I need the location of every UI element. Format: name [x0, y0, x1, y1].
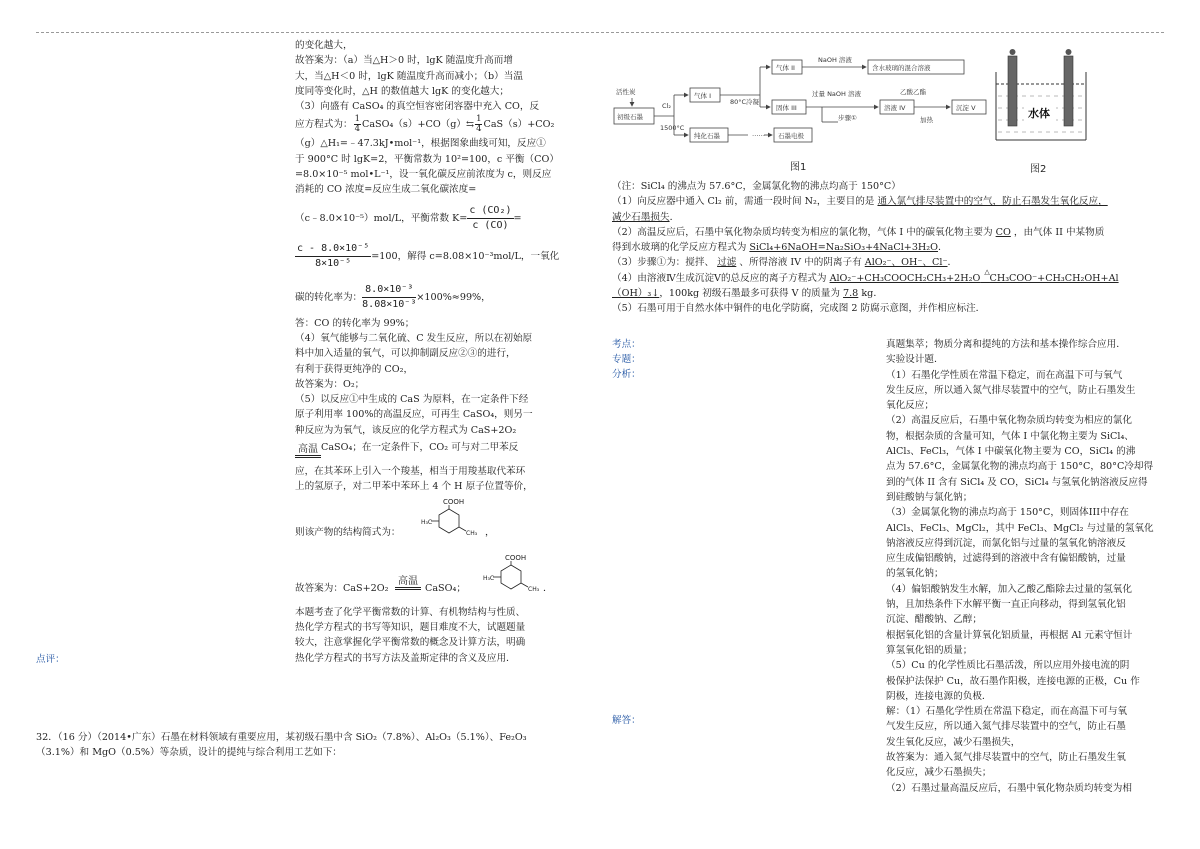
box-gas-2: 气体 II — [776, 64, 795, 72]
text-line: 料中加入适量的氧气，可以抑制副反应②③的进行， — [295, 348, 516, 360]
question-32 — [36, 730, 527, 761]
equilibrium-constant-line: （c﹣8.0×10⁻⁵）mol/L，平衡常数 K= $\frac{\text{c (CO₂)}}{c (CO)}$ = — [295, 204, 522, 231]
text-line: 于 900°C 时 lgK=2，平衡常数为 10²=100，c 平衡（CO） — [295, 153, 559, 165]
svg-text:CH₃: CH₃ — [528, 585, 540, 593]
box-solid-3: 固体 III — [776, 104, 797, 112]
label-heat: 加热 — [920, 116, 933, 124]
label-ethyl-acetate: 乙酸乙酯 — [900, 88, 926, 96]
text-line: 故答案为：通入氮气排尽装置中的空气，防止石墨发生氧 — [886, 752, 1126, 764]
text-line: 热化学方程式的书写方法及盖斯定律的含义及应用． — [295, 652, 516, 664]
text-line: （3）金属氯化物的沸点均高于 150°C，则固体III中存在 — [886, 507, 1129, 519]
text-line: （5）石墨可用于自然水体中铜件的电化学防腐，完成图 2 防腐示意图，并作相应标注． — [612, 303, 986, 315]
svg-text:H₃C: H₃C — [421, 518, 433, 526]
text-line: 钠溶液反应得到沉淀，而氯化铝与过量的氢氧化钠溶液反 — [886, 537, 1126, 549]
terminal-left-icon — [1010, 49, 1016, 55]
box-graphite-electrode: 石墨电极 — [778, 132, 804, 140]
equation-line: $\frac{\text{c - 8.0×10⁻⁵}}{\text{8×10⁻⁵}}$ =100，解得 c=8.08×10⁻³mol/L，一氧化 — [297, 242, 560, 269]
svg-text:H₃C: H₃C — [483, 574, 495, 582]
text-line: 算氢氧化铝的质量； — [886, 644, 973, 656]
analysis-label: 分析： — [612, 369, 641, 380]
text-line: （1）向反应器中通入 Cl₂ 前，需通一段时间 N₂，主要目的是 通入氯气排尽装置中的空气，防止石墨发生氧化反应， — [612, 196, 1108, 208]
text-line: 的变化越大， — [295, 40, 353, 51]
text-line: （4）氧气能够与二氧化硫、C 发生反应，所以在初始原 — [295, 332, 533, 344]
text-line: 氧化反应； — [886, 400, 934, 412]
label-activated-carbon: 活性炭 — [616, 88, 636, 96]
terminal-right-icon — [1066, 49, 1072, 55]
comment-label: 点评： — [36, 654, 65, 665]
label-cl2: Cl₂ — [662, 102, 671, 110]
text-line: （4）偏铝酸钠发生水解，加入乙酸乙酯除去过量的氢氧化 — [886, 583, 1132, 595]
text-line: =8.0×10⁻⁵ mol•L⁻¹，设一氧化碳反应前浓度为 c，则反应 — [295, 169, 552, 181]
text-line: 化反应，减少石墨损失； — [886, 767, 992, 779]
text-line: 发生氧化反应，减少石墨损失， — [886, 736, 1021, 748]
label-80c-condense: 80°C冷凝 — [730, 98, 760, 106]
top-dashed-rule — [36, 32, 1164, 33]
text-line: 极保护法保护 Cu，故石墨作阳极，连接电源的正极，Cu 作 — [886, 675, 1140, 687]
text-line: （g）△H₁=﹣47.3kJ•mol⁻¹，根据图象曲线可知，反应① — [295, 138, 546, 150]
text-line: 钠，且加热条件下水解平衡一直正向移动，得到氢氧化铝 — [886, 599, 1126, 611]
toluic-acid-structure-icon — [465, 551, 545, 599]
text-line: 上的氢原子，对二甲苯中苯环上 4 个 H 原子位置等价， — [295, 481, 533, 493]
figure-2-caption: 图2 — [1030, 164, 1047, 175]
structure-line-1: 则该产物的结构简式为： COOH H₃C CH₃ ， — [295, 495, 565, 545]
text-line: 阴极，连接电源的负极． — [886, 690, 992, 702]
toluic-acid-structure-icon — [403, 495, 483, 543]
text-line: 实验设计题． — [886, 354, 944, 366]
text-line: 种反应为为氧气，该反应的化学方程式为 CaS+2O₂ — [295, 424, 517, 436]
topic-label: 专题： — [612, 354, 641, 365]
text-line: 答：CO 的转化率为 99%； — [295, 317, 415, 329]
text-line: 本题考查了化学平衡常数的计算、有机物结构与性质、 — [295, 606, 526, 618]
text-line: 减少石墨损失． — [612, 211, 680, 223]
answer-label: 解答： — [612, 715, 641, 726]
text-line: 解：（1）石墨化学性质在常温下稳定，而在高温下可与氧 — [886, 706, 1128, 718]
label-naoh: NaOH 溶液 — [818, 56, 852, 64]
left-column — [295, 38, 565, 666]
conversion-fraction: $\frac{\text{8.0×10⁻³}}{\text{8.08×10⁻³}}$ — [362, 283, 417, 310]
figure-1-flowchart — [612, 50, 1002, 175]
label-1500c: 1500°C — [660, 124, 685, 132]
text-line: 应生成偏铝酸钠，过滤得到的溶液中含有偏铝酸钠，过量 — [886, 553, 1126, 565]
text-line: （1）石墨化学性质在常温下稳定，而在高温下可与氧气 — [886, 369, 1123, 381]
box-solution-4: 溶液 IV — [884, 104, 906, 112]
box-water-glass: 含水玻璃的混合溶液 — [872, 64, 931, 72]
text-line: 32．（16 分）（2014•广东）石墨在材料领域有重要应用，某初级石墨中含 SiO₂（7.8%）、Al₂O₃（5.1%）、Fe₂O₃ — [36, 732, 527, 743]
text-line: 到硅酸钠与氯化钠； — [886, 491, 973, 503]
key-point-label: 考点： — [612, 339, 641, 350]
fraction: $\frac{1}{4}$ — [354, 114, 360, 135]
text-line: AlCl₃、FeCl₃、MgCl₂，其中 FeCl₃、MgCl₂ 与过量的氢氧化 — [886, 522, 1154, 534]
right-questions — [612, 179, 1172, 317]
box-gas-1: 气体 I — [694, 92, 711, 100]
text-line: 根据氧化铝的含量计算氧化铝质量，再根据 Al 元素守恒计 — [886, 629, 1133, 641]
text-line: 度同等变化时，△H 的数值越大 lgK 的变化越大； — [295, 85, 509, 97]
svg-text:CH₃: CH₃ — [466, 529, 478, 537]
text-line: 大，当△H＜0 时，lgK 随温度升高而减小；（b）当温 — [295, 70, 523, 82]
reaction-condition: 高温 — [395, 577, 421, 590]
text-line: 热化学方程式的书写等知识，题目难度不大，试题题量 — [295, 621, 526, 633]
text-line: 气发生反应，所以通入氮气排尽装置中的空气，防止石墨 — [886, 721, 1126, 733]
text-line: （2）高温反应后，石墨中氧化物杂质均转变为相应的氯化物，气体 I 中的碳氧化物主要为 CO ，由气体 II 中某物质 — [612, 226, 1105, 238]
equation-line: 高温 CaSO₄；在一定条件下，CO₂ 可与对二甲苯反 — [295, 438, 565, 458]
box-crude-graphite: 初级石墨 — [617, 113, 643, 121]
text-line: （3）步骤①为：搅拌、 过滤 、所得溶液 IV 中的阴离子有 AlO₂⁻、OH⁻、Cl⁻． — [612, 257, 958, 269]
text-line: （2）石墨过量高温反应后，石墨中氧化物杂质均转变为相 — [886, 782, 1132, 794]
analysis-column — [886, 337, 1166, 796]
label-excess-naoh: 过量 NaOH 溶液 — [812, 90, 861, 98]
text-line: 真题集萃；物质分离和提纯的方法和基本操作综合应用． — [886, 339, 1126, 350]
conversion-line: 碳的转化率为： $\frac{\text{8.0×10⁻³}}{\text{8.08×10⁻³}}$ ×100%≈99%， — [295, 283, 491, 310]
reaction-condition: 高温 — [295, 445, 321, 458]
figure-1-caption: 图1 — [790, 162, 807, 173]
text-line: 有利于获得更纯净的 CO₂， — [295, 363, 414, 375]
text-line: 沉淀、醋酸钠、乙醇； — [886, 614, 982, 626]
text-line: 发生反应，所以通入氮气排尽装置中的空气，防止石墨发生 — [886, 384, 1136, 396]
text-line: 消耗的 CO 浓度=反应生成二氧化碳浓度= — [295, 184, 477, 196]
text-line: （2）高温反应后，石墨中氧化物杂质均转变为相应的氯化 — [886, 415, 1132, 427]
text-line: 故答案为：O₂； — [295, 378, 365, 390]
text-line: 的氢氧化钠； — [886, 568, 944, 580]
water-label: 水体 — [1028, 107, 1050, 120]
text-line: 到的气体 II 含有 SiCl₄ 及 CO，SiCl₄ 与氢氧化钠溶液反应得 — [886, 476, 1148, 488]
text-line: （5）以反应①中生成的 CaS 为原料，在一定条件下经 — [295, 394, 529, 406]
label-step-1: 步骤① — [838, 114, 857, 122]
text-line: 应，在其苯环上引入一个羧基，相当于用羧基取代苯环 — [295, 466, 526, 478]
comment-block — [295, 605, 565, 666]
text-line: 原子利用率 100%的高温反应，可再生 CaSO₄，则另一 — [295, 409, 533, 421]
k-fraction: $\frac{\text{c (CO₂)}}{c (CO)}$ — [469, 204, 512, 231]
text-line: AlCl₃、FeCl₃，气体 I 中碳氧化物主要为 CO，SiCl₄ 的沸 — [886, 446, 1136, 458]
text-line: （3.1%）和 MgO（0.5%）等杂质，设计的提纯与综合利用工艺如下： — [36, 747, 342, 759]
text-line: 物，根据杂质的含量可知，气体 I 中氯化物主要为 SiCl₄、 — [886, 430, 1134, 442]
text-line: （4）由溶液Ⅳ生成沉淀Ⅴ的总反应的离子方程式为 AlO₂⁻+CH₃COOCH₂CH₃+2H₂O △ CH₃COO⁻+CH₃CH₂OH+Al — [612, 267, 1119, 284]
text-line: 故答案为：（a）当△H＞0 时，lgK 随温度升高而增 — [295, 55, 513, 67]
text-line: 较大，注意掌握化学平衡常数的概念及计算方法，明确 — [295, 637, 526, 649]
figure-2-apparatus — [990, 44, 1100, 176]
box-precipitate-5: 沉淀 V — [956, 104, 976, 112]
text-line: （注：SiCl₄ 的沸点为 57.6°C，金属氯化物的沸点均高于 150°C） — [612, 181, 901, 192]
label-ellipsis: …… — [752, 130, 765, 138]
structure-line-2: 故答案为：CaS+2O₂ 高温 CaSO₄； COOH H₃C CH₃ ． — [295, 551, 565, 601]
fraction: $\frac{1}{4}$ — [476, 114, 482, 135]
cooh-label: COOH — [505, 553, 527, 562]
text-line: （5）Cu 的化学性质比石墨活泼，所以应用外接电流的阴 — [886, 660, 1130, 672]
equation-line: 应方程式为： $\frac{1}{4}$ CaSO₄（s）+CO（g）⇆ $\frac{1}{4}$ CaS（s）+CO₂ — [295, 114, 555, 135]
box-purified-graphite: 纯化石墨 — [694, 132, 720, 140]
text-line: 得到水玻璃的化学反应方程式为 SiCl₄+6NaOH=Na₂SiO₃+4NaCl+3H₂O． — [612, 242, 948, 254]
text-line: （OH）₃↓，100kg 初级石墨最多可获得 V 的质量为 7.8 kg． — [612, 288, 883, 300]
solve-fraction: $\frac{\text{c - 8.0×10⁻⁵}}{\text{8×10⁻⁵}}$ — [297, 242, 370, 269]
electrode-left — [1008, 56, 1017, 126]
text-line: 点为 57.6°C，金属氯化物的沸点均高于 150°C，80°C冷却得 — [886, 461, 1154, 473]
text-line: （3）向盛有 CaSO₄ 的真空恒容密闭容器中充入 CO，反 — [295, 101, 540, 113]
cooh-label: COOH — [443, 497, 465, 506]
electrode-right — [1064, 56, 1073, 126]
